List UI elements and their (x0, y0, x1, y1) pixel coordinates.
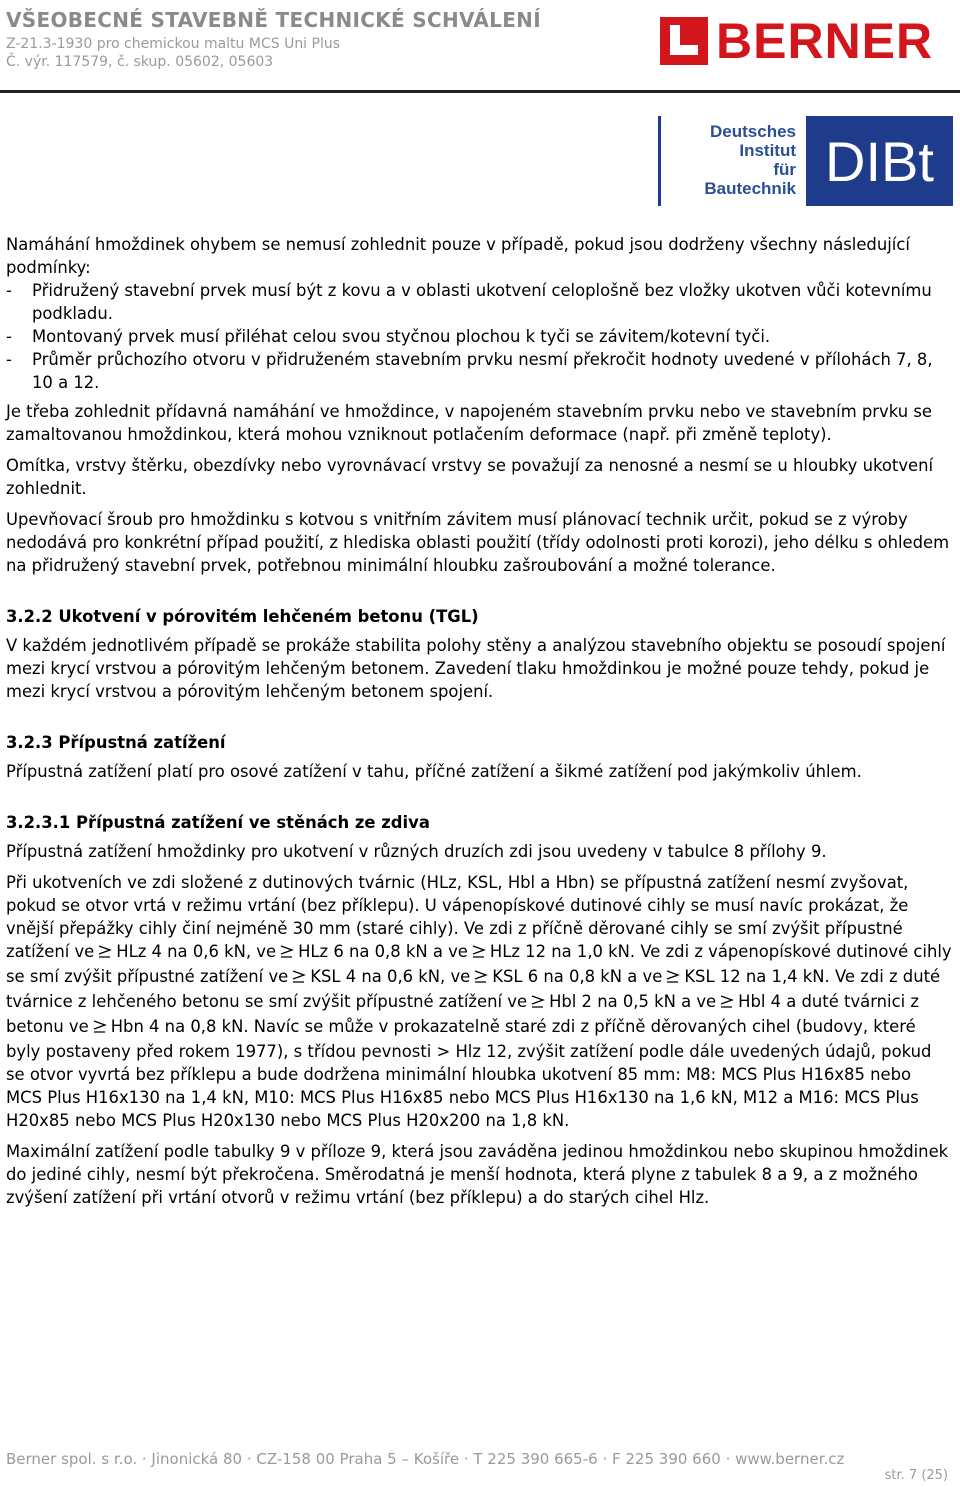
greater-equal-icon (97, 942, 113, 965)
list-item: - Montovaný prvek musí přiléhat celou svou styčnou plochou k tyči se závitem/kotevní tyči. (6, 327, 771, 346)
greater-equal-icon (291, 967, 307, 990)
document-body (6, 233, 952, 1217)
paragraph: Omítka, vrstvy štěrku, obezdívky nebo vyrovnávací vrstvy se považují za nenosné a nesmí se u hloubky ukotvení zohlednit. (6, 456, 934, 498)
footer-address: Berner spol. s r.o. · Jinonická 80 · CZ-158 00 Praha 5 – Košíře · T 225 390 665-6 · F 225 390 660 · www.berner.cz (6, 1450, 845, 1468)
header-divider (0, 90, 960, 93)
document-title: VŠEOBECNÉ STAVEBNĚ TECHNICKÉ SCHVÁLENÍ (6, 8, 541, 32)
greater-equal-icon (719, 992, 735, 1015)
paragraph: Je třeba zohlednit přídavná namáhání ve hmoždince, v napojeném stavebním prvku nebo ve stavebním prvku se zamaltovanou hmoždinkou, která mohou vzniknout potlačením deformace (např. při změně teploty). (6, 402, 932, 444)
dibt-divider (658, 116, 661, 206)
paragraph: Maximální zatížení podle tabulky 9 v příloze 9, která jsou zaváděna jedinou hmoždinkou nebo skupinou hmoždinek do jediné cihly, nesmí být překročena. Směrodatná je menší hodnota, která plyne z tabulek 8 a 9, a z možného zvýšení zatížení při vrtání otvorů v režimu vrtání (bez příklepu) a do starých cihel Hlz. (6, 1142, 949, 1207)
berner-logo-text: BERNER (716, 13, 934, 69)
greater-equal-icon (530, 992, 546, 1015)
approval-number: Z-21.3-1930 pro chemickou maltu MCS Uni Plus (6, 36, 341, 52)
product-number: Č. výr. 117579, č. skup. 05602, 05603 (6, 54, 274, 70)
berner-logo-mark-icon (660, 17, 708, 65)
paragraph: V každém jednotlivém případě se prokáže stabilita polohy stěny a analýzou stavebního objektu se posoudí spojení mezi krycí vrstvou a pórovitým lehčeným betonem. Zavedení tlaku hmoždinkou je možné pouze tehdy, pokud je mezi krycí vrstvou a pórovitým lehčeným betonem spojení. (6, 636, 946, 701)
section-heading-3-2-3: 3.2.3 Přípustná zatížení (6, 733, 226, 752)
greater-equal-icon (92, 1017, 108, 1040)
paragraph: Přípustná zatížení hmoždinky pro ukotvení v různých druzích zdi jsou uvedeny v tabulce 8 přílohy 9. (6, 842, 827, 861)
greater-equal-icon (279, 942, 295, 965)
list-item: - Průměr průchozího otvoru v přidruženém stavebním prvku nesmí překročit hodnoty uvedené v přílohách 7, 8, 10 a 12. (6, 350, 933, 392)
intro-paragraph: Namáhání hmoždinek ohybem se nemusí zohlednit pouze v případě, pokud jsou dodrženy všechny následující podmínky: (6, 235, 910, 277)
page-number: str. 7 (25) (884, 1468, 948, 1483)
section-heading-3-2-2: 3.2.2 Ukotvení v pórovitém lehčeném betonu (TGL) (6, 607, 479, 626)
greater-equal-icon (473, 967, 489, 990)
paragraph: Přípustná zatížení platí pro osové zatížení v tahu, příčné zatížení a šikmé zatížení pod jakýmkoliv úhlem. (6, 762, 862, 781)
berner-logo (660, 13, 934, 69)
greater-equal-icon (665, 967, 681, 990)
paragraph-load-increase: Při ukotveních ve zdi složené z dutinových tvárnic (HLz, KSL, Hbl a Hbn) se přípustná zatížení nesmí zvyšovat, pokud se otvor vrtá v režimu vrtání (bez příklepu). U vápenopískové dutinové cihly se musí navíc prokázat, že vnější přepážky cihly činí nejméně 30 mm (staré cihly). Ve zdi z příčně děrované cihly se smí zvýšit přípustné zatížení ve HLz 4 na 0,6 kN, ve HLz 6 na 0,8 kN a ve HLz 12 na 1,0 kN. Ve zdi z vápenopískové dutinové cihly se smí zvýšit přípustné zatížení ve KSL 4 na 0,6 kN, ve KSL 6 na 0,8 kN a ve KSL 12 na 1,4 kN. Ve zdi z duté tvárnice z lehčeného betonu se smí zvýšit přípustné zatížení ve Hbl 2 na 0,5 kN a ve Hbl 4 a duté tvárnici z betonu ve Hbn 4 na 0,8 kN. Navíc se může v prokazatelně staré zdi z příčně děrovaných cihel (budovy, které byly postaveny před rokem 1977), s třídou pevnosti > Hlz 12, zvýšit zatížení podle dále uvedených údajů, pokud se otvor vyvrtá bez příklepu a bude dodržena minimální hloubka ukotvení 85 mm: M8: MCS Plus H16x85 nebo MCS Plus H16x130 na 1,4 kN, M10: MCS Plus H16x85 nebo MCS Plus H16x130 na 1,6 kN, M12 a M16: MCS Plus H20x85 nebo MCS Plus H20x130 nebo MCS Plus H20x200 na 1,8 kN. (6, 873, 952, 1130)
greater-equal-icon (471, 942, 487, 965)
paragraph: Upevňovací šroub pro hmoždinku s kotvou s vnitřním závitem musí plánovací technik určit, pokud se z výroby nedodává pro konkrétní případ použití, z hlediska oblasti použití (třídy odolnosti proti korozi), jeho délku s ohledem na přidružený stavební prvek, potřebnou minimální hloubku zašroubování a možné tolerance. (6, 510, 950, 575)
dibt-logo: DIBt (806, 116, 953, 206)
section-heading-3-2-3-1: 3.2.3.1 Přípustná zatížení ve stěnách ze zdiva (6, 813, 430, 832)
list-item: - Přidružený stavební prvek musí být z kovu a v oblasti ukotvení celoplošně bez vložky ukotven vůči kotevnímu podkladu. (6, 281, 932, 323)
dibt-name: Deutsches Institut für Bautechnik (704, 122, 796, 198)
